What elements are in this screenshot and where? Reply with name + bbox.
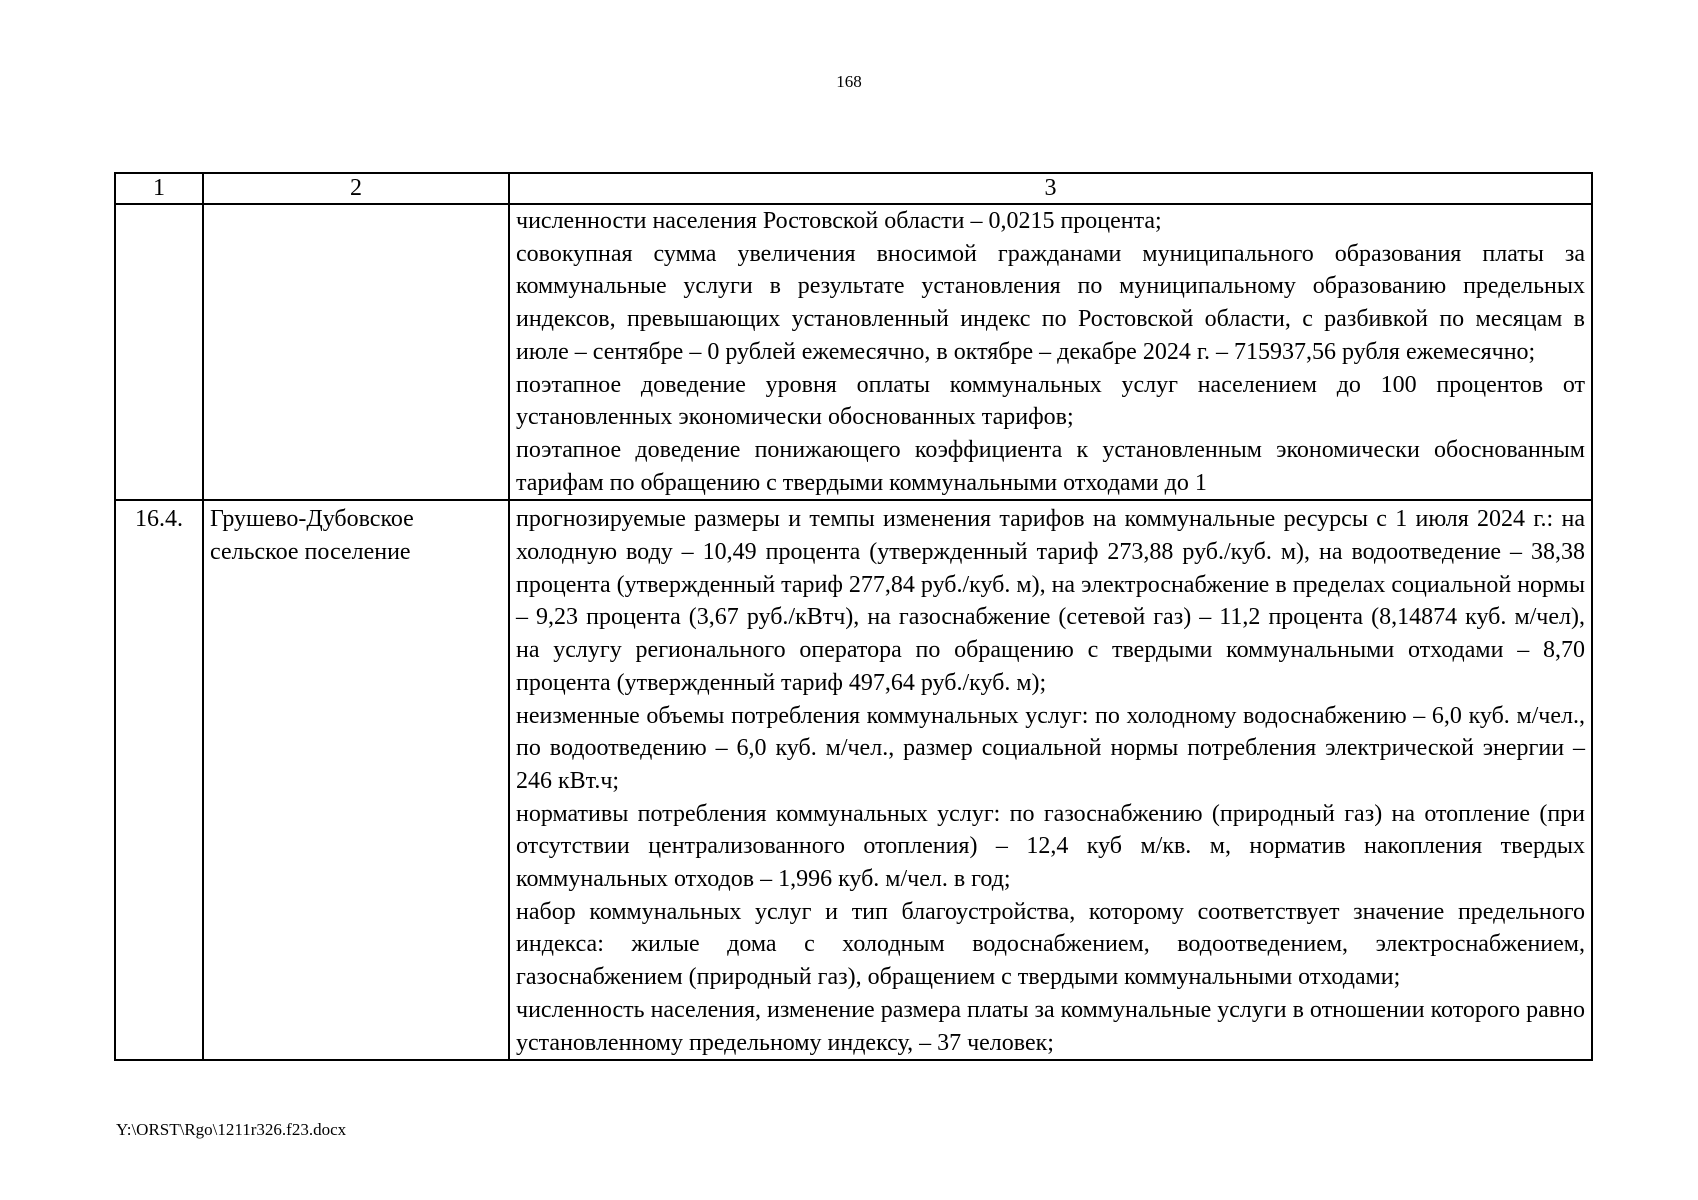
text-paragraph: поэтапное доведение понижающего коэффициента к установленным экономически обоснованным тарифам по обращению с твердыми коммунальными отходами до 1 (516, 436, 1585, 496)
text-paragraph: поэтапное доведение уровня оплаты коммунальных услуг населением до 100 процентов от установленных экономически обоснованных тарифов; (516, 371, 1585, 431)
continuation-text-cell (509, 204, 1592, 500)
header-col-1: 1 (115, 173, 203, 204)
header-col-3: 3 (509, 173, 1592, 204)
header-col-2: 2 (203, 173, 509, 204)
row-text-cell (509, 500, 1592, 1060)
table-header-row (115, 173, 1592, 204)
text-paragraph: неизменные объемы потребления коммунальных услуг: по холодному водоснабжению – 6,0 куб. м/чел., по водоотведению – 6,0 куб. м/чел., размер социальной нормы потребления электрической энергии – 246 кВт.ч; (516, 702, 1585, 794)
continuation-name-cell (203, 204, 509, 500)
text-paragraph: нормативы потребления коммунальных услуг: по газоснабжению (природный газ) на отопление (при отсутствии централизованного отопления) – 12,4 куб м/кв. м, норматив накопления твердых коммунальных отходов – 1,996 куб. м/чел. в год; (516, 800, 1585, 893)
table-row-16-4 (115, 500, 1592, 1060)
text-paragraph: численности населения Ростовской области – 0,0215 процента; (516, 208, 1162, 234)
text-paragraph: совокупная сумма увеличения вносимой гражданами муниципального образования платы за коммунальные услуги в результате установления по муниципальному образованию предельных индексов, превышающих установленный индекс по Ростовской области, с разбивкой по месяцам в июле – сентябре – 0 рублей ежемесячно, в октябре – декабре 2024 г. – 715937,56 рубля ежемесячно; (516, 240, 1585, 365)
page-number: 168 (836, 72, 862, 91)
settlement-name-cell: Грушево-Дубовское сельское поселение (203, 500, 509, 1060)
data-table (114, 172, 1593, 1061)
footer-file-path: Y:\ORST\Rgo\1211r326.f23.docx (116, 1120, 347, 1139)
text-paragraph: численность населения, изменение размера платы за коммунальные услуги в отношении которого равно установленному предельному индексу, – 37 человек; (516, 996, 1585, 1056)
text-paragraph: прогнозируемые размеры и темпы изменения тарифов на коммунальные ресурсы с 1 июля 2024 г.: на холодную воду – 10,49 процента (утвержденный тариф 273,88 руб./куб. м), на водоотведение – 38,38 процента (утвержденный тариф 277,84 руб./куб. м), на электроснабжение в пределах социальной нормы – 9,23 процента (3,67 руб./кВтч), на газоснабжение (сетевой газ) – 11,2 процента (8,14874 куб. м/чел), на услугу регионального оператора по обращению с твердыми коммунальными отходами – 8,70 процента (утвержденный тариф 497,64 руб./куб. м); (516, 506, 1585, 696)
table-row-continuation (115, 204, 1592, 500)
text-paragraph: набор коммунальных услуг и тип благоустройства, которому соответствует значение предельного индекса: жилые дома с холодным водоснабжением, водоотведением, электроснабжением, газоснабжением (природный газ), обращением с твердыми коммунальными отходами; (516, 898, 1585, 991)
row-number-cell: 16.4. (115, 500, 203, 1060)
continuation-number-cell (115, 204, 203, 500)
